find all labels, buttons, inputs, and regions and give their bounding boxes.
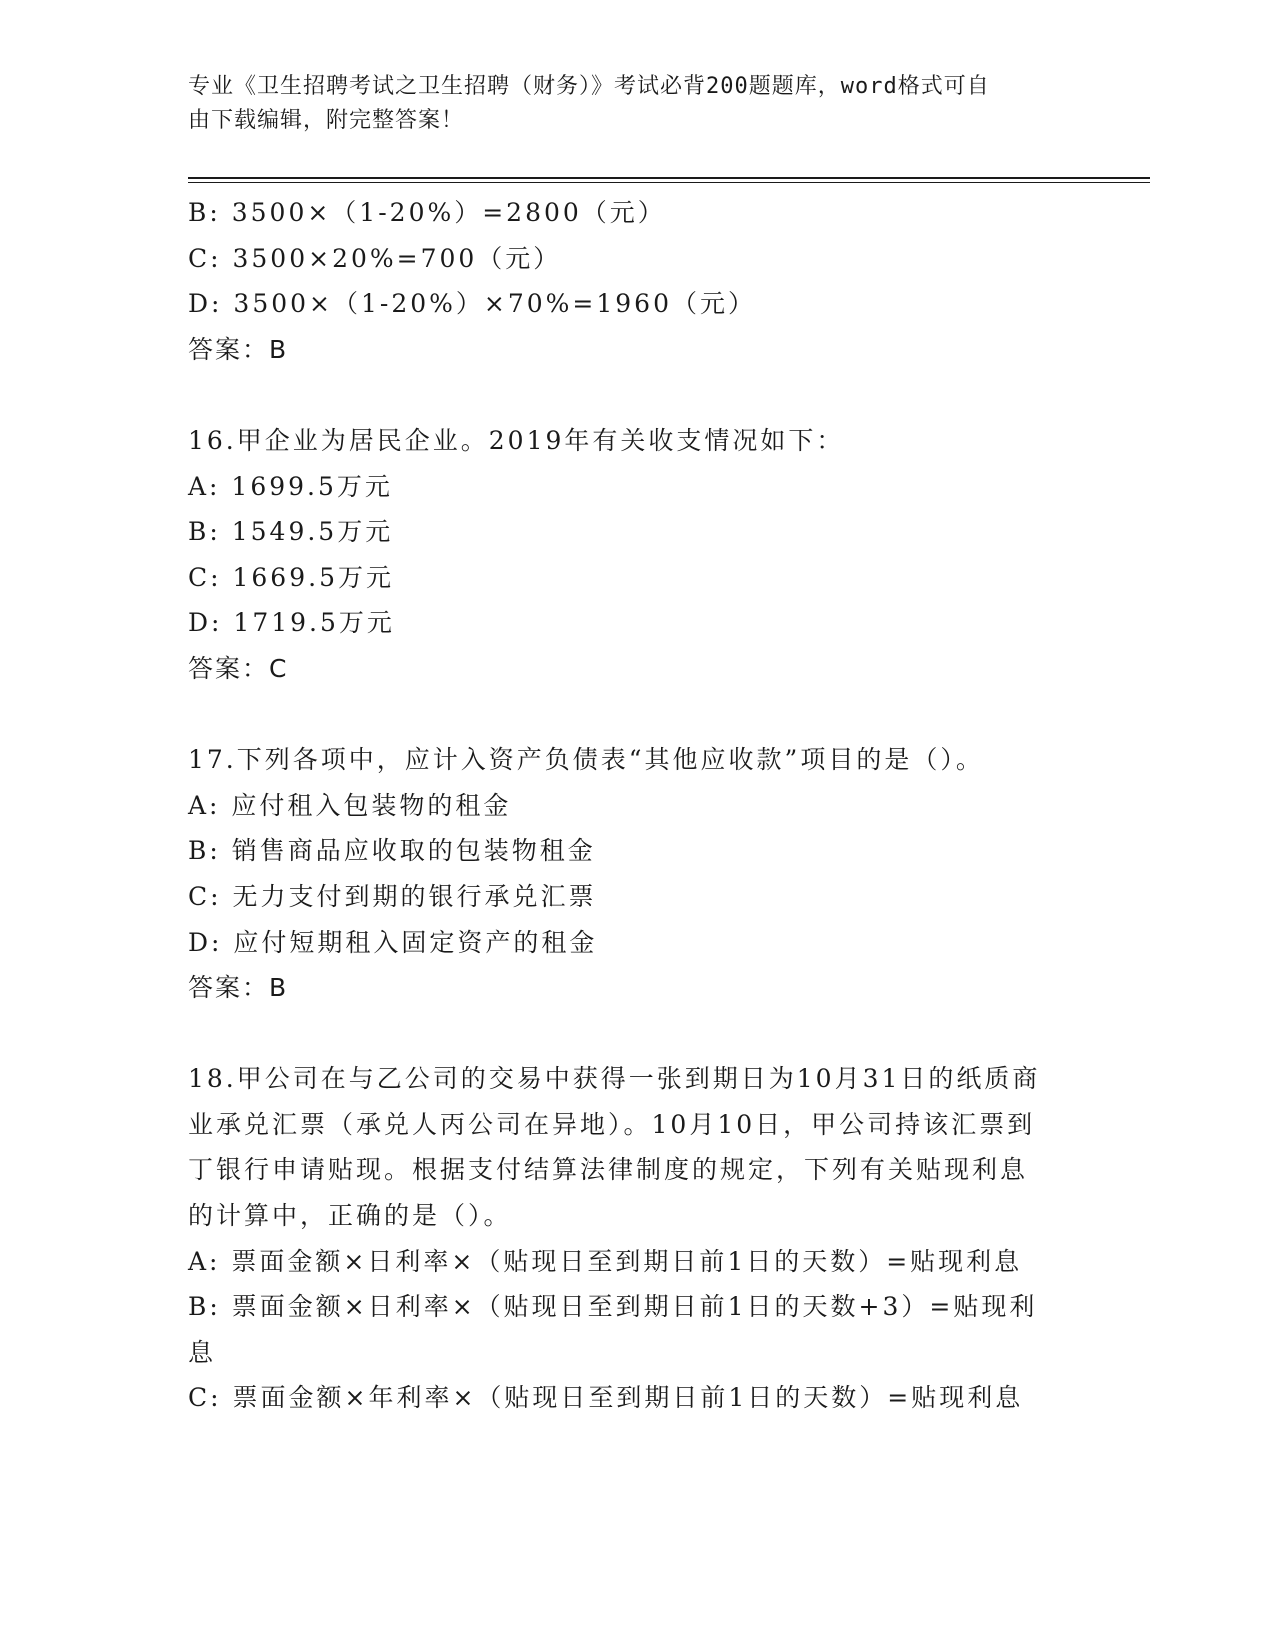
- question-text: 16.甲企业为居民企业。2019年有关收支情况如下：: [188, 425, 845, 455]
- option-d: D: 应付短期租入固定资产的租金: [188, 927, 598, 957]
- block-spacer: [188, 1011, 1088, 1057]
- block-spacer: [188, 372, 1088, 418]
- question-text-line-1: 18.甲公司在与乙公司的交易中获得一张到期日为10月31日的纸质商: [188, 1064, 1041, 1094]
- header-line-2: 由下载编辑，附完整答案！: [188, 108, 465, 133]
- question-text: 17.下列各项中，应计入资产负债表“其他应收款”项目的是（）。: [188, 745, 984, 775]
- question-block-17: [188, 737, 1088, 1011]
- question-block-16: [188, 418, 1088, 692]
- option-a: A: 1699.5万元: [188, 471, 393, 501]
- option-c: C: 3500×20%=700（元）: [188, 243, 562, 273]
- document-header: [188, 70, 1088, 138]
- option-d: D: 1719.5万元: [188, 608, 395, 638]
- option-a: A: 应付租入包装物的租金: [188, 790, 512, 820]
- question-text-line-4: 的计算中，正确的是（）。: [188, 1201, 512, 1231]
- option-c: C: 1669.5万元: [188, 562, 394, 592]
- option-d: D: 3500×（1-20%）×70%=1960（元）: [188, 289, 756, 319]
- answer-line: 答案：C: [188, 653, 289, 683]
- header-rule-thin: [188, 182, 1150, 183]
- header-line-1: 专业《卫生招聘考试之卫生招聘（财务）》考试必背200题题库，word格式可自: [188, 74, 990, 99]
- question-text-line-3: 丁银行申请贴现。根据支付结算法律制度的规定，下列有关贴现利息: [188, 1155, 1029, 1185]
- option-b: B: 3500×（1-20%）=2800（元）: [188, 198, 666, 227]
- question-block-15: [188, 190, 1088, 372]
- question-content: [188, 190, 1088, 1421]
- header-rule-thick: [188, 177, 1150, 179]
- option-b: B: 1549.5万元: [188, 517, 394, 547]
- answer-line: 答案：B: [188, 334, 289, 364]
- answer-line: 答案：B: [188, 973, 289, 1003]
- option-c: C: 无力支付到期的银行承兑汇票: [188, 881, 597, 911]
- option-a: A: 票面金额×日利率×（贴现日至到期日前1日的天数）=贴现利息: [188, 1246, 1023, 1276]
- block-spacer: [188, 692, 1088, 738]
- option-b-line-1: B: 票面金额×日利率×（贴现日至到期日前1日的天数+3）=贴现利: [188, 1292, 1038, 1322]
- question-block-18: [188, 1056, 1088, 1421]
- option-b-line-2: 息: [188, 1337, 217, 1367]
- option-c: C: 票面金额×年利率×（贴现日至到期日前1日的天数）=贴现利息: [188, 1383, 1024, 1413]
- question-text-line-2: 业承兑汇票（承兑人丙公司在异地）。10月10日，甲公司持该汇票到: [188, 1109, 1036, 1139]
- option-b: B: 销售商品应收取的包装物租金: [188, 836, 596, 866]
